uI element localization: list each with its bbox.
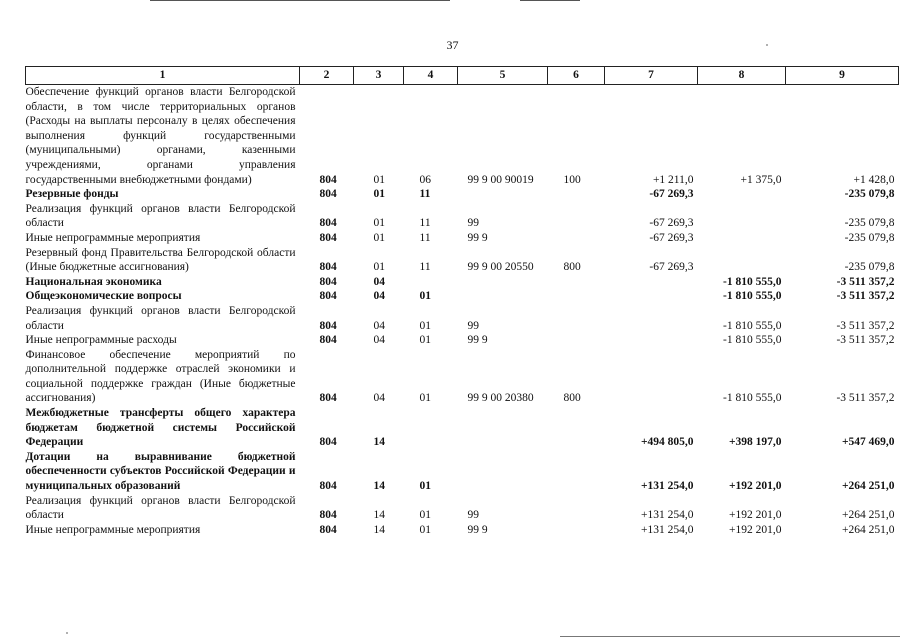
expense-type-cell: [548, 494, 605, 523]
subsection-code-cell: 01: [419, 509, 431, 522]
amount-3-cell: -3 511 357,2: [836, 319, 895, 332]
amount-1-cell: +1 211,0: [652, 173, 694, 186]
subsection-code-cell: 11: [419, 188, 431, 201]
amount-2-cell: +192 201,0: [729, 509, 782, 522]
row-name-cell: Резервный фонд Правительства Белгородской области (Иные бюджетные ассигнования): [25, 246, 296, 274]
section-code-cell: 04: [373, 275, 385, 288]
amount-3-cell: +547 469,0: [841, 436, 895, 449]
section-code-cell: 04: [373, 319, 385, 332]
row-name-cell: Иные непрограммные мероприятия: [25, 523, 201, 536]
amount-2-cell: +1 375,0: [740, 173, 782, 186]
row-name-cell: Реализация функций органов власти Белгородской области: [25, 304, 296, 332]
row-name-cell: Межбюджетные трансферты общего характера бюджетам бюджетной системы Российской Федерации: [25, 407, 296, 449]
table-row: [26, 523, 899, 538]
table-row: [26, 304, 899, 333]
expense-type-cell: [548, 231, 605, 246]
header-row: [26, 67, 899, 85]
scan-edge-line-right: [520, 0, 580, 1]
amount-1-cell: [605, 275, 698, 290]
amount-1-cell: +131 254,0: [641, 509, 694, 522]
ministry-code-cell: 804: [319, 334, 337, 347]
target-article-cell: 99: [467, 319, 479, 332]
ministry-code-cell: 804: [319, 319, 337, 332]
amount-1-cell: -67 269,3: [649, 261, 694, 274]
ministry-code-cell: 804: [319, 290, 337, 303]
amount-1-cell: [605, 348, 698, 406]
subsection-code-cell: 01: [419, 290, 431, 303]
amount-1-cell: +494 805,0: [640, 436, 694, 449]
target-article-cell: [458, 450, 548, 494]
subsection-code-cell: 01: [419, 480, 431, 493]
expense-type-cell: 800: [563, 392, 581, 405]
table-row: [26, 202, 899, 231]
amount-3-cell: -3 511 357,2: [836, 275, 895, 288]
table-row: [26, 333, 899, 348]
target-article-cell: [458, 289, 548, 304]
expense-type-cell: [548, 289, 605, 304]
subsection-code-cell: [404, 406, 458, 450]
row-name-cell: Национальная экономика: [25, 275, 162, 288]
amount-1-cell: [605, 333, 698, 348]
amount-2-cell: +192 201,0: [728, 480, 782, 493]
ministry-code-cell: 804: [319, 480, 337, 493]
table-body: [26, 85, 899, 538]
amount-3-cell: +264 251,0: [842, 509, 895, 522]
target-article-cell: 99 9: [467, 523, 488, 536]
subsection-code-cell: 11: [419, 261, 431, 274]
table-row: [26, 494, 899, 523]
amount-1-cell: -67 269,3: [649, 217, 694, 230]
amount-2-cell: [698, 246, 786, 275]
table-row: [26, 231, 899, 246]
ministry-code-cell: 804: [319, 436, 337, 449]
amount-1-cell: [605, 304, 698, 333]
amount-1-cell: -67 269,3: [649, 188, 694, 201]
ministry-code-cell: 804: [319, 173, 337, 186]
ministry-code-cell: 804: [319, 188, 337, 201]
column-header-ministry: 2: [300, 67, 354, 85]
section-code-cell: 14: [373, 523, 385, 536]
section-code-cell: 01: [373, 231, 385, 244]
ministry-code-cell: 804: [319, 509, 337, 522]
target-article-cell: [458, 406, 548, 450]
column-header-amount-3: 9: [786, 67, 899, 85]
amount-3-cell: -3 511 357,2: [836, 392, 895, 405]
ministry-code-cell: 804: [319, 261, 337, 274]
row-name-cell: Финансовое обеспечение мероприятий по дополнительной поддержке отраслей экономики и социальной поддержке граждан (Иные бюджетные ассигнования): [25, 348, 296, 405]
subsection-code-cell: 06: [419, 173, 431, 186]
amount-2-cell: +398 197,0: [728, 436, 782, 449]
row-name-cell: Реализация функций органов власти Белгородской области: [25, 202, 296, 230]
scan-speck: [66, 632, 68, 634]
target-article-cell: [458, 275, 548, 290]
amount-3-cell: +1 428,0: [853, 173, 895, 186]
scan-speck: [766, 44, 768, 46]
amount-3-cell: -235 079,8: [844, 261, 895, 274]
section-code-cell: 14: [373, 480, 385, 493]
subsection-code-cell: 01: [419, 523, 431, 536]
target-article-cell: 99 9 00 20380: [467, 392, 534, 405]
column-header-target-article: 5: [458, 67, 548, 85]
target-article-cell: 99 9 00 90019: [467, 173, 534, 186]
ministry-code-cell: 804: [319, 275, 337, 288]
column-header-name: 1: [26, 67, 300, 85]
subsection-code-cell: 01: [419, 334, 431, 347]
page-number: 37: [446, 38, 459, 52]
amount-3-cell: -235 079,8: [844, 231, 895, 244]
amount-1-cell: -67 269,3: [649, 231, 694, 244]
amount-3-cell: -235 079,8: [844, 217, 895, 230]
expense-type-cell: [548, 523, 605, 538]
row-name-cell: Дотации на выравнивание бюджетной обеспеченности субъектов Российской Федерации и муниципальных образований: [25, 450, 296, 493]
amount-1-cell: +131 254,0: [641, 523, 694, 536]
expense-type-cell: [548, 275, 605, 290]
expense-type-cell: 100: [563, 173, 581, 186]
target-article-cell: 99 9: [467, 334, 488, 347]
table-row: [26, 289, 899, 304]
budget-table: [25, 66, 899, 537]
table-row: [26, 406, 899, 450]
expense-type-cell: [548, 333, 605, 348]
column-header-amount-1: 7: [605, 67, 698, 85]
target-article-cell: 99: [467, 217, 479, 230]
column-header-section: 3: [354, 67, 404, 85]
amount-1-cell: [605, 289, 698, 304]
amount-2-cell: +192 201,0: [729, 523, 782, 536]
subsection-code-cell: 01: [419, 392, 431, 405]
subsection-code-cell: 01: [419, 319, 431, 332]
amount-2-cell: -1 810 555,0: [723, 392, 782, 405]
amount-3-cell: -235 079,8: [844, 188, 895, 201]
row-name-cell: Резервные фонды: [25, 188, 119, 201]
amount-1-cell: +131 254,0: [640, 480, 694, 493]
section-code-cell: 01: [373, 173, 385, 186]
row-name-cell: Обеспечение функций органов власти Белгородской области, в том числе территориальных органов (Расходы на выплаты персоналу в целях обеспечения выполнения функций государственными (муниципальными) органами, казенными учреждениями, органами управления государственными внебюджетными фондами): [25, 86, 296, 186]
subsection-code-cell: [404, 275, 458, 290]
column-header-expense-type: 6: [548, 67, 605, 85]
amount-3-cell: +264 251,0: [842, 523, 895, 536]
ministry-code-cell: 804: [319, 523, 337, 536]
target-article-cell: 99: [467, 509, 479, 522]
column-header-subsection: 4: [404, 67, 458, 85]
target-article-cell: [458, 187, 548, 202]
table-row: [26, 275, 899, 290]
table-row: [26, 187, 899, 202]
section-code-cell: 04: [373, 392, 385, 405]
ministry-code-cell: 804: [319, 231, 337, 244]
expense-type-cell: [548, 406, 605, 450]
table-row: [26, 348, 899, 406]
table-row: [26, 450, 899, 494]
scan-edge-line-bottom: [560, 636, 900, 637]
section-code-cell: 14: [373, 436, 385, 449]
amount-2-cell: -1 810 555,0: [723, 319, 782, 332]
expense-type-cell: [548, 187, 605, 202]
ministry-code-cell: 804: [319, 392, 337, 405]
expense-type-cell: [548, 304, 605, 333]
amount-2-cell: [698, 202, 786, 231]
section-code-cell: 01: [373, 217, 385, 230]
subsection-code-cell: 11: [419, 231, 431, 244]
section-code-cell: 04: [373, 290, 385, 303]
expense-type-cell: [548, 202, 605, 231]
row-name-cell: Реализация функций органов власти Белгородской области: [25, 494, 296, 522]
amount-2-cell: -1 810 555,0: [723, 334, 782, 347]
amount-2-cell: [698, 187, 786, 202]
section-code-cell: 01: [373, 261, 385, 274]
target-article-cell: 99 9: [467, 231, 488, 244]
scan-edge-line-left: [150, 0, 450, 1]
amount-3-cell: -3 511 357,2: [836, 334, 895, 347]
amount-3-cell: +264 251,0: [841, 480, 895, 493]
table-row: [26, 85, 899, 188]
amount-2-cell: -1 810 555,0: [723, 275, 782, 288]
row-name-cell: Общеэкономические вопросы: [25, 290, 182, 303]
row-name-cell: Иные непрограммные мероприятия: [25, 231, 201, 244]
row-name-cell: Иные непрограммные расходы: [25, 334, 177, 347]
column-header-amount-2: 8: [698, 67, 786, 85]
table-header: [26, 67, 899, 85]
ministry-code-cell: 804: [319, 217, 337, 230]
subsection-code-cell: 11: [419, 217, 431, 230]
expense-type-cell: 800: [563, 261, 581, 274]
amount-2-cell: -1 810 555,0: [723, 290, 782, 303]
amount-2-cell: [698, 231, 786, 246]
table-row: [26, 246, 899, 275]
amount-3-cell: -3 511 357,2: [836, 290, 895, 303]
expense-type-cell: [548, 450, 605, 494]
section-code-cell: 01: [373, 188, 385, 201]
target-article-cell: 99 9 00 20550: [467, 261, 534, 274]
section-code-cell: 04: [373, 334, 385, 347]
section-code-cell: 14: [373, 509, 385, 522]
